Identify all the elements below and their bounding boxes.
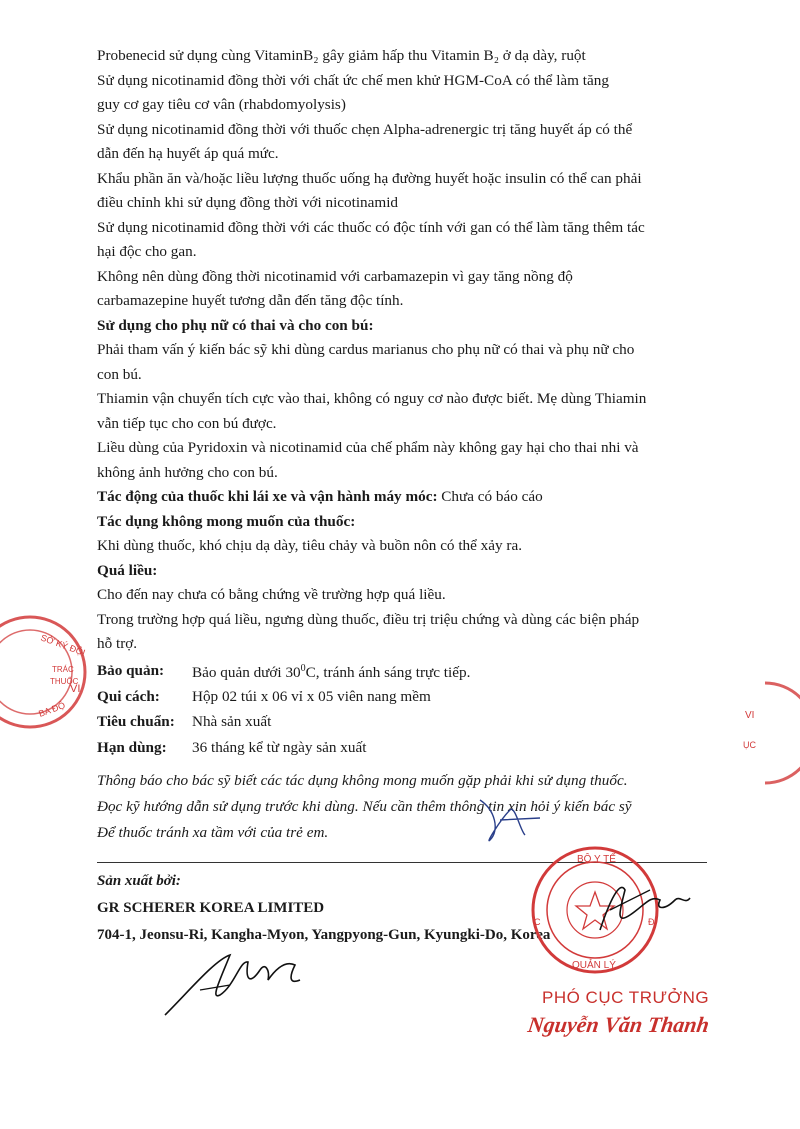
driving-text: Chưa có báo cáo	[437, 488, 543, 505]
svg-text:ỤC: ỤC	[743, 740, 756, 750]
product-info-table	[97, 659, 717, 761]
storage-row	[97, 659, 717, 685]
interaction-line: carbamazepine huyết tương dẫn đến tăng độc tính.	[97, 292, 404, 309]
official-signature	[590, 870, 700, 950]
official-name: Nguyễn Văn Thanh	[526, 1012, 711, 1037]
black-signature	[160, 940, 330, 1020]
interaction-line: Không nên dùng đồng thời nicotinamid với carbamazepin vì gay tăng nồng độ	[97, 267, 573, 285]
pregnancy-line: con bú.	[97, 365, 142, 383]
warning-notes	[97, 768, 737, 846]
interaction-line: điều chỉnh khi sử dụng đồng thời với nicotinamid	[97, 194, 399, 211]
svg-text:SỞ KÝ ĐỘI: SỞ KÝ ĐỘI	[39, 632, 87, 658]
left-stamp	[0, 612, 95, 732]
driving-section	[97, 485, 717, 510]
manufacturer-name: GR SCHERER KOREA LIMITED	[97, 900, 325, 916]
manufacturer-label: Sản xuất bởi:	[97, 873, 181, 889]
expiry-row	[97, 735, 717, 761]
packing-row	[97, 684, 717, 710]
storage-value-rest: C, tránh ánh sáng trực tiếp.	[305, 664, 471, 682]
interaction-line: dẫn đến hạ huyết áp quá mức.	[97, 145, 279, 162]
pregnancy-line: Phải tham vấn ý kiến bác sỹ khi dùng cardus marianus cho phụ nữ có thai và phụ nữ cho	[97, 341, 635, 358]
svg-text:VI: VI	[70, 683, 81, 695]
pregnancy-line: Thiamin vận chuyển tích cực vào thai, không có nguy cơ nào được biết. Mẹ dùng Thiamin	[97, 390, 647, 407]
svg-text:C: C	[534, 917, 541, 927]
note-line: Thông báo cho bác sỹ biết các tác dụng không mong muốn gặp phải khi sử dụng thuốc.	[97, 772, 628, 789]
pregnancy-line: Liều dùng của Pyridoxin và nicotinamid của chế phẩm này không gay hại cho thai nhi và	[97, 439, 639, 456]
pregnancy-line: vẫn tiếp tục cho con bú được.	[97, 414, 277, 432]
driving-heading: Tác động của thuốc khi lái xe và vận hành máy móc:	[97, 488, 438, 505]
official-signature-block	[528, 988, 788, 1038]
pregnancy-heading: Sử dụng cho phụ nữ có thai và cho con bú:	[97, 316, 374, 334]
svg-text:BỘ Y TẾ: BỘ Y TẾ	[577, 854, 616, 865]
standard-row	[97, 710, 717, 736]
svg-text:Đ: Đ	[648, 917, 655, 927]
svg-text:QUẢN LÝ: QUẢN LÝ	[572, 960, 616, 971]
storage-degree: 0	[300, 662, 306, 674]
interaction-line: Sử dụng nicotinamid đồng thời với chất ức chế men khử HGM-CoA có thể làm tăng	[97, 71, 609, 89]
storage-label: Bảo quản:	[97, 662, 165, 679]
svg-text:THUỐC: THUỐC	[50, 677, 79, 686]
leaflet-body	[97, 44, 717, 761]
side-effects-heading: Tác dụng không mong muốn của thuốc:	[97, 512, 356, 530]
overdose-line: Trong trường hợp quá liều, ngưng dùng thuốc, điều trị triệu chứng và dùng các biện pháp	[97, 610, 640, 628]
interaction-line: Sử dụng nicotinamid đồng thời với các thuốc có độc tính với gan có thể làm tăng thêm tác	[97, 218, 645, 236]
overdose-line: hỗ trợ.	[97, 635, 138, 652]
side-effects-text: Khi dùng thuốc, khó chịu dạ dày, tiêu chảy và buồn nôn có thể xảy ra.	[97, 537, 522, 554]
manufacturer-address: 704-1, Jeonsu-Ri, Kangha-Myon, Yangpyong-Gun, Kyungki-Do, Korea	[97, 927, 551, 943]
pregnancy-line: không ảnh hưởng cho con bú.	[97, 463, 278, 481]
svg-text:TRÁC: TRÁC	[52, 665, 74, 674]
official-title: PHÓ CỤC TRƯỞNG	[542, 988, 710, 1007]
overdose-line: Cho đến nay chưa có bằng chứng về trường hợp quá liều.	[97, 586, 446, 603]
svg-text:BA ĐỘ: BA ĐỘ	[37, 700, 67, 719]
storage-value	[192, 657, 470, 686]
packing-value: Hộp 02 túi x 06 vỉ x 05 viên nang mềm	[192, 687, 431, 705]
expiry-value: 36 tháng kể từ ngày sản xuất	[192, 738, 367, 756]
interaction-line: Probenecid sử dụng cùng VitaminB₂ gây giảm hấp thu Vitamin B₂ ở dạ dày, ruột	[97, 47, 586, 64]
interaction-line: Sử dụng nicotinamid đồng thời với thuốc chẹn Alpha-adrenergic trị tăng huyết áp có thể	[97, 120, 633, 138]
interaction-line: hại độc cho gan.	[97, 243, 197, 260]
expiry-label: Hạn dùng:	[97, 738, 167, 756]
standard-value: Nhà sản xuất	[192, 713, 272, 730]
note-line: Để thuốc tránh xa tầm với của trẻ em.	[97, 824, 329, 841]
packing-label: Qui cách:	[97, 687, 160, 705]
storage-value-main: Bảo quản dưới 30	[192, 664, 301, 682]
interaction-line: Khẩu phần ăn và/hoặc liều lượng thuốc uống hạ đường huyết hoặc insulin có thể can phải	[97, 169, 642, 187]
note-line: Đọc kỹ hướng dẫn sử dụng trước khi dùng. Nếu cần thêm thông tin xin hỏi ý kiến bác sỹ	[97, 798, 632, 815]
interaction-line: guy cơ gay tiêu cơ vân (rhabdomyolysis)	[97, 96, 346, 113]
manufacturer-block	[97, 868, 550, 949]
standard-label: Tiêu chuẩn:	[97, 713, 175, 730]
overdose-heading: Quá liều:	[97, 561, 158, 579]
svg-text:VI: VI	[745, 710, 755, 721]
